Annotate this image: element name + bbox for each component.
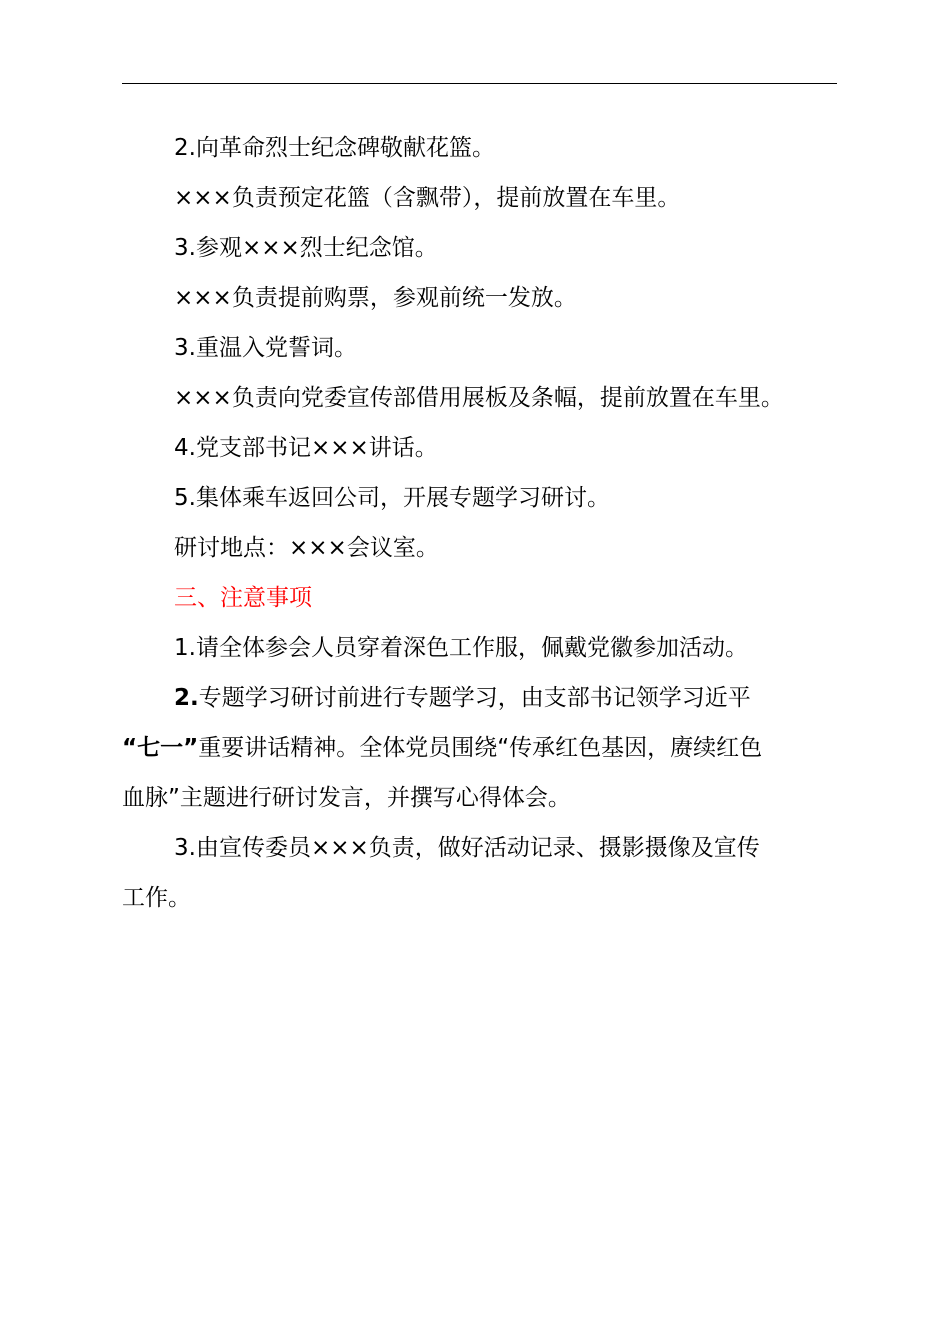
- note-3-line-2: 工作。: [122, 885, 191, 911]
- item-line: 3.重温入党誓词。: [174, 335, 357, 361]
- section-heading: 三、注意事项: [174, 585, 312, 611]
- item-line: 5.集体乘车返回公司，开展专题学习研讨。: [174, 485, 610, 511]
- note-1: 1.请全体参会人员穿着深色工作服，佩戴党徽参加活动。: [174, 635, 748, 661]
- note-2-text-b: 重要讲话精神。全体党员围绕“传承红色基因，赓续红色: [198, 735, 763, 761]
- item-line: ×××负责预定花篮（含飘带），提前放置在车里。: [174, 185, 681, 211]
- note-2-quote: “七一”: [122, 735, 199, 761]
- item-line: 4.党支部书记×××讲话。: [174, 435, 438, 461]
- note-2-text-a: 专题学习研讨前进行专题学习，由支部书记领学习近平: [198, 685, 751, 711]
- note-2-line-2: [122, 733, 842, 763]
- note-2-line-3: 血脉”主题进行研讨发言，并撰写心得体会。: [122, 785, 571, 811]
- item-line: ×××负责向党委宣传部借用展板及条幅，提前放置在车里。: [174, 385, 784, 411]
- header-rule: [122, 83, 837, 84]
- item-line: ×××负责提前购票，参观前统一发放。: [174, 285, 577, 311]
- note-3-line-1: 3.由宣传委员×××负责，做好活动记录、摄影摄像及宣传: [174, 835, 760, 861]
- note-2-line-1: [174, 683, 854, 713]
- item-line: 2.向革命烈士纪念碑敬献花篮。: [174, 135, 495, 161]
- item-line: 研讨地点：×××会议室。: [174, 535, 439, 561]
- item-line: 3.参观×××烈士纪念馆。: [174, 235, 438, 261]
- note-2-number: 2.: [174, 685, 199, 711]
